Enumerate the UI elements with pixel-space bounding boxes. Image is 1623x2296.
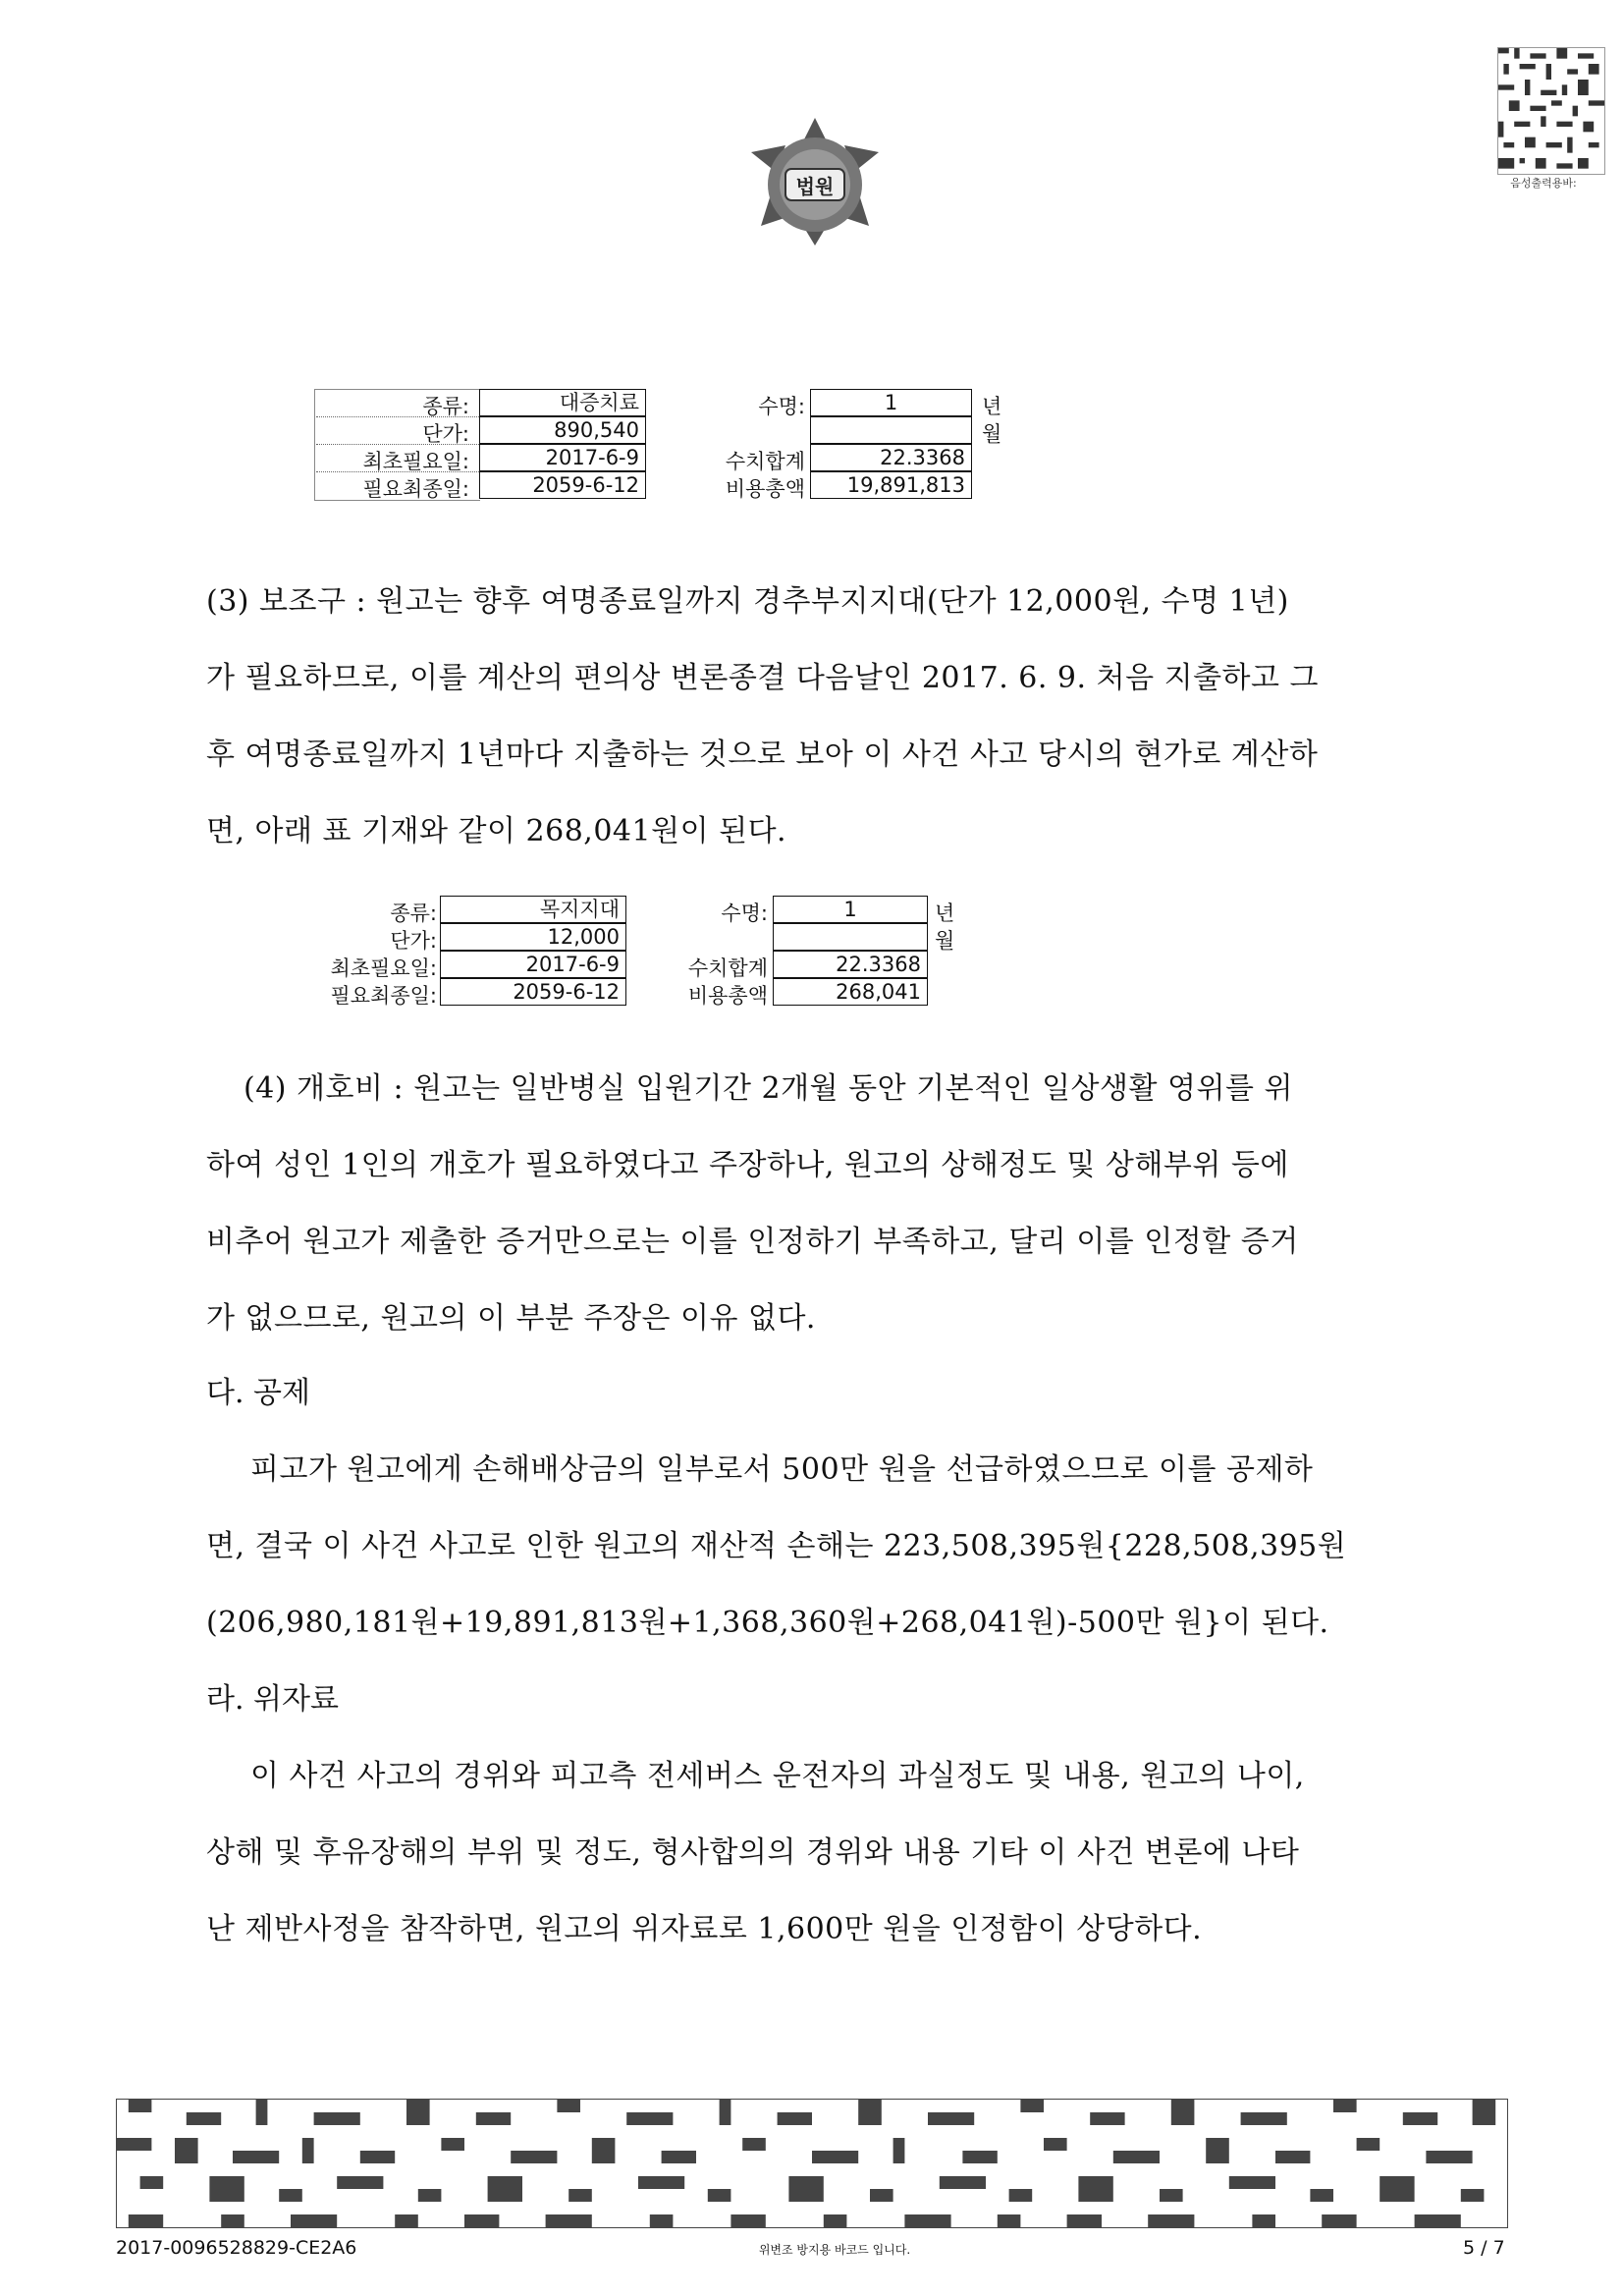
cost-table-2 (285, 896, 1031, 1033)
page-number: 5 / 7 (1463, 2237, 1505, 2259)
para-4-line-3: 비추어 원고가 제출한 증거만으로는 이를 인정하기 부족하고, 달리 이를 인정할 증거 (206, 1225, 1299, 1259)
month-value (773, 923, 928, 951)
month-unit: 월 (935, 929, 955, 953)
total-value: 19,891,813 (810, 471, 972, 499)
first-date-value: 2017-6-9 (479, 444, 646, 471)
para-3-line-2: 가 필요하므로, 이를 계산의 편의상 변론종결 다음날인 2017. 6. 9. 처음 지출하고 그 (206, 661, 1320, 695)
type-label: 종류: (390, 902, 437, 925)
sum-label: 수치합계 (687, 957, 768, 980)
sum-value: 22.3368 (773, 951, 928, 978)
para-deduction-line-2: 면, 결국 이 사건 사고로 인한 원고의 재산적 손해는 223,508,395원{228,508,395원 (206, 1529, 1347, 1563)
last-date-label: 필요최종일: (330, 984, 437, 1008)
para-4-line-2: 하여 성인 1인의 개호가 필요하였다고 주장하나, 원고의 상해정도 및 상해부위 등에 (206, 1148, 1289, 1182)
para-consolation-line-2: 상해 및 후유장해의 부위 및 정도, 형사합의의 경위와 내용 기타 이 사건 변론에 나타 (206, 1835, 1300, 1870)
court-seal (731, 108, 898, 255)
type-value: 대증치료 (479, 389, 646, 416)
life-value: 1 (810, 389, 972, 416)
first-date-label: 최초필요일: (330, 957, 437, 980)
para-3-line-4: 면, 아래 표 기재와 같이 268,041원이 된다. (206, 814, 787, 848)
total-label: 비용총액 (687, 984, 768, 1008)
first-date-label: 최초필요일: (362, 450, 469, 473)
para-consolation-line-3: 난 제반사정을 참작하면, 원고의 위자료로 1,600만 원을 인정함이 상당하다. (206, 1912, 1203, 1946)
para-consolation-line-1: 이 사건 사고의 경위와 피고측 전세버스 운전자의 과실정도 및 내용, 원고의 나이, (250, 1759, 1305, 1793)
last-date-value: 2059-6-12 (440, 978, 626, 1006)
total-value: 268,041 (773, 978, 928, 1006)
print-code-image (1497, 47, 1605, 175)
document-id: 2017-0096528829-CE2A6 (116, 2237, 357, 2259)
para-4-line-4: 가 없으므로, 원고의 이 부분 주장은 이유 없다. (206, 1301, 816, 1336)
section-heading-deduction: 다. 공제 (206, 1376, 311, 1410)
price-value: 890,540 (479, 416, 646, 444)
total-label: 비용총액 (725, 477, 805, 501)
sum-label: 수치합계 (725, 450, 805, 473)
para-deduction-line-1: 피고가 원고에게 손해배상금의 일부로서 500만 원을 선급하였으므로 이를 공제하 (250, 1452, 1314, 1487)
sum-value: 22.3368 (810, 444, 972, 471)
price-label: 단가: (422, 422, 469, 446)
life-label: 수명: (758, 395, 805, 418)
price-label: 단가: (390, 929, 437, 953)
anti-forgery-barcode (116, 2099, 1508, 2228)
cost-table-1 (314, 389, 1060, 536)
life-unit: 년 (982, 395, 1002, 418)
para-deduction-line-3: (206,980,181원+19,891,813원+1,368,360원+268,041원)-500만 원}이 된다. (206, 1606, 1329, 1640)
life-value: 1 (773, 896, 928, 923)
price-value: 12,000 (440, 923, 626, 951)
para-3-line-3: 후 여명종료일까지 1년마다 지출하는 것으로 보아 이 사건 사고 당시의 현가로 계산하 (206, 738, 1319, 772)
life-unit: 년 (935, 902, 955, 925)
para-4-line-1: (4) 개호비 : 원고는 일반병실 입원기간 2개월 동안 기본적인 일상생활 영위를 위 (243, 1071, 1293, 1106)
section-heading-consolation: 라. 위자료 (206, 1682, 339, 1717)
life-label: 수명: (721, 902, 768, 925)
month-unit: 월 (982, 422, 1002, 446)
para-3-line-1: (3) 보조구 : 원고는 향후 여명종료일까지 경추부지지대(단가 12,000원, 수명 1년) (206, 584, 1289, 619)
last-date-value: 2059-6-12 (479, 471, 646, 499)
first-date-value: 2017-6-9 (440, 951, 626, 978)
month-value (810, 416, 972, 444)
last-date-label: 필요최종일: (362, 477, 469, 501)
type-label: 종류: (422, 395, 469, 418)
type-value: 목지지대 (440, 896, 626, 923)
seal-text: 법원 (795, 175, 835, 198)
print-code-label: 음성출력용바: (1510, 177, 1577, 190)
barcode-note: 위변조 방지용 바코드 입니다. (758, 2243, 911, 2257)
